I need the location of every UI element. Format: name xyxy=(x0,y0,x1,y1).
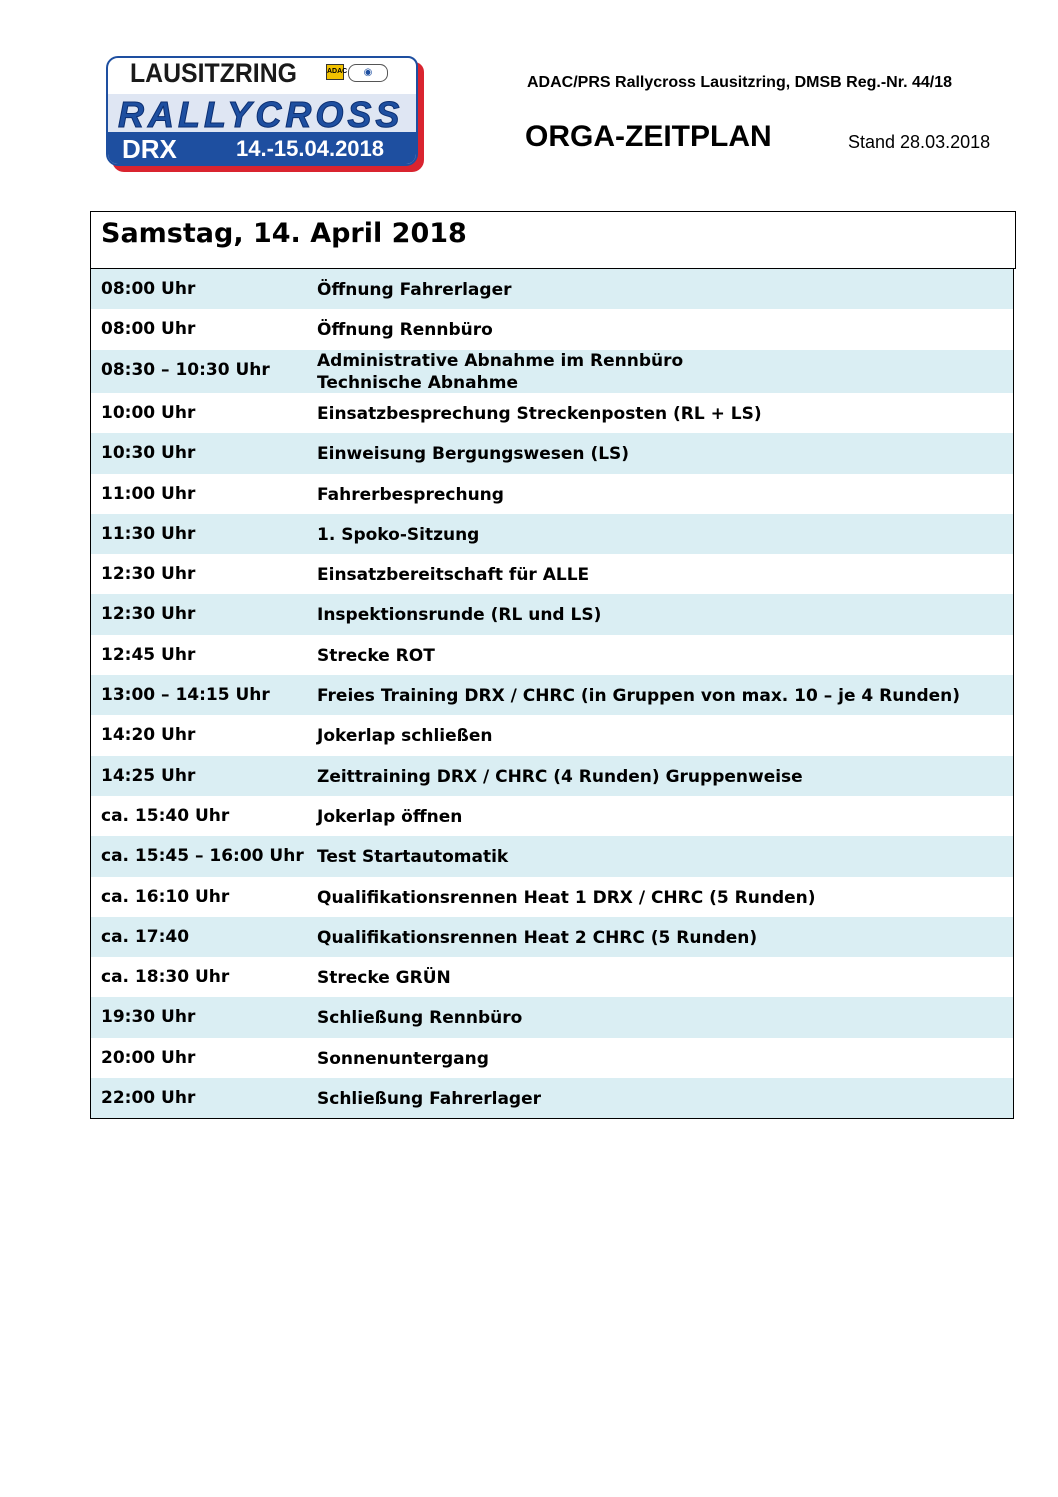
row-time: ca. 16:10 Uhr xyxy=(101,886,230,907)
table-row xyxy=(91,350,1013,393)
row-time: 20:00 Uhr xyxy=(101,1047,196,1068)
row-activity: Einsatzbesprechung Streckenposten (RL + LS) xyxy=(317,403,762,424)
row-time: 11:00 Uhr xyxy=(101,483,196,504)
table-row xyxy=(91,635,1013,675)
row-time: 08:00 Uhr xyxy=(101,319,196,340)
row-activity: Jokerlap öffnen xyxy=(317,806,463,827)
event-logo xyxy=(106,56,424,172)
table-row xyxy=(91,796,1013,836)
logo-emblems xyxy=(326,64,388,82)
row-time: 13:00 – 14:15 Uhr xyxy=(101,685,270,706)
table-row xyxy=(91,756,1013,796)
schedule-table xyxy=(90,211,1014,1119)
row-activity: Öffnung Fahrerlager xyxy=(317,280,512,300)
table-row xyxy=(91,393,1013,433)
document-title: ORGA-ZEITPLAN xyxy=(525,120,772,153)
table-row xyxy=(91,917,1013,957)
table-row xyxy=(91,309,1013,349)
row-time: 10:00 Uhr xyxy=(101,402,196,423)
row-activity: Einsatzbereitschaft für ALLE xyxy=(317,565,590,586)
row-activity: Fahrerbesprechung xyxy=(317,484,504,505)
row-activity: Freies Training DRX / CHRC (in Gruppen von max. 10 – je 4 Runden) xyxy=(317,686,961,707)
row-activity-line: Technische Abnahme xyxy=(317,372,518,393)
row-time: 12:30 Uhr xyxy=(101,604,196,625)
table-row xyxy=(91,1078,1013,1118)
row-time: 11:30 Uhr xyxy=(101,523,196,544)
logo-series-text: DRX xyxy=(122,134,177,164)
row-activity: Qualifikationsrennen Heat 1 DRX / CHRC (5 Runden) xyxy=(317,887,816,908)
row-activity: Zeittraining DRX / CHRC (4 Runden) Gruppenweise xyxy=(317,766,803,787)
row-activity xyxy=(317,350,683,394)
table-row xyxy=(91,957,1013,997)
row-activity-line: Administrative Abnahme im Rennbüro xyxy=(317,350,684,371)
day-title: Samstag, 14. April 2018 xyxy=(101,218,467,249)
table-row xyxy=(91,675,1013,715)
row-activity: Sonnenuntergang xyxy=(317,1048,489,1069)
table-row xyxy=(91,997,1013,1037)
document-date: Stand 28.03.2018 xyxy=(848,132,991,152)
row-activity: Test Startautomatik xyxy=(317,847,509,868)
row-activity: 1. Spoko-Sitzung xyxy=(317,524,480,545)
row-time: ca. 15:45 – 16:00 Uhr xyxy=(101,846,304,867)
table-row xyxy=(91,514,1013,554)
logo-top-text: LAUSITZRING xyxy=(130,58,297,88)
adac-emblem-icon: ADAC xyxy=(326,64,344,80)
row-activity: Schließung Rennbüro xyxy=(317,1008,523,1029)
row-time: 12:30 Uhr xyxy=(101,564,196,585)
logo-dates-text: 14.-15.04.2018 xyxy=(236,136,385,161)
row-time: 19:30 Uhr xyxy=(101,1007,196,1028)
row-activity: Jokerlap schließen xyxy=(317,726,493,747)
row-activity: Einweisung Bergungswesen (LS) xyxy=(317,444,630,465)
dmsb-emblem-icon: ◉ xyxy=(348,64,388,82)
row-time: 08:30 – 10:30 Uhr xyxy=(101,359,270,380)
row-time: 22:00 Uhr xyxy=(101,1088,196,1109)
row-time: 10:30 Uhr xyxy=(101,443,196,464)
table-row xyxy=(91,836,1013,876)
table-row xyxy=(91,715,1013,755)
row-time: 14:20 Uhr xyxy=(101,725,196,746)
schedule-rows xyxy=(90,269,1014,1119)
row-activity: Strecke GRÜN xyxy=(317,968,451,989)
row-time: 08:00 Uhr xyxy=(101,279,196,299)
row-time: ca. 18:30 Uhr xyxy=(101,967,230,988)
row-activity: Öffnung Rennbüro xyxy=(317,320,493,341)
row-activity: Strecke ROT xyxy=(317,645,435,666)
row-time: ca. 15:40 Uhr xyxy=(101,805,230,826)
logo-main-text: RALLYCROSS xyxy=(118,94,404,135)
table-row xyxy=(91,474,1013,514)
table-row xyxy=(91,594,1013,634)
event-title: ADAC/PRS Rallycross Lausitzring, DMSB Reg.-Nr. 44/18 xyxy=(527,74,952,91)
row-time: ca. 17:40 xyxy=(101,926,190,947)
table-row xyxy=(91,554,1013,594)
row-activity: Qualifikationsrennen Heat 2 CHRC (5 Runden) xyxy=(317,927,758,948)
row-time: 14:25 Uhr xyxy=(101,765,196,786)
row-time: 12:45 Uhr xyxy=(101,644,196,665)
table-row xyxy=(91,269,1013,309)
table-row xyxy=(91,1038,1013,1078)
row-activity: Inspektionsrunde (RL und LS) xyxy=(317,605,602,626)
day-header xyxy=(90,211,1016,269)
table-row xyxy=(91,433,1013,473)
row-activity: Schließung Fahrerlager xyxy=(317,1089,541,1110)
table-row xyxy=(91,877,1013,917)
